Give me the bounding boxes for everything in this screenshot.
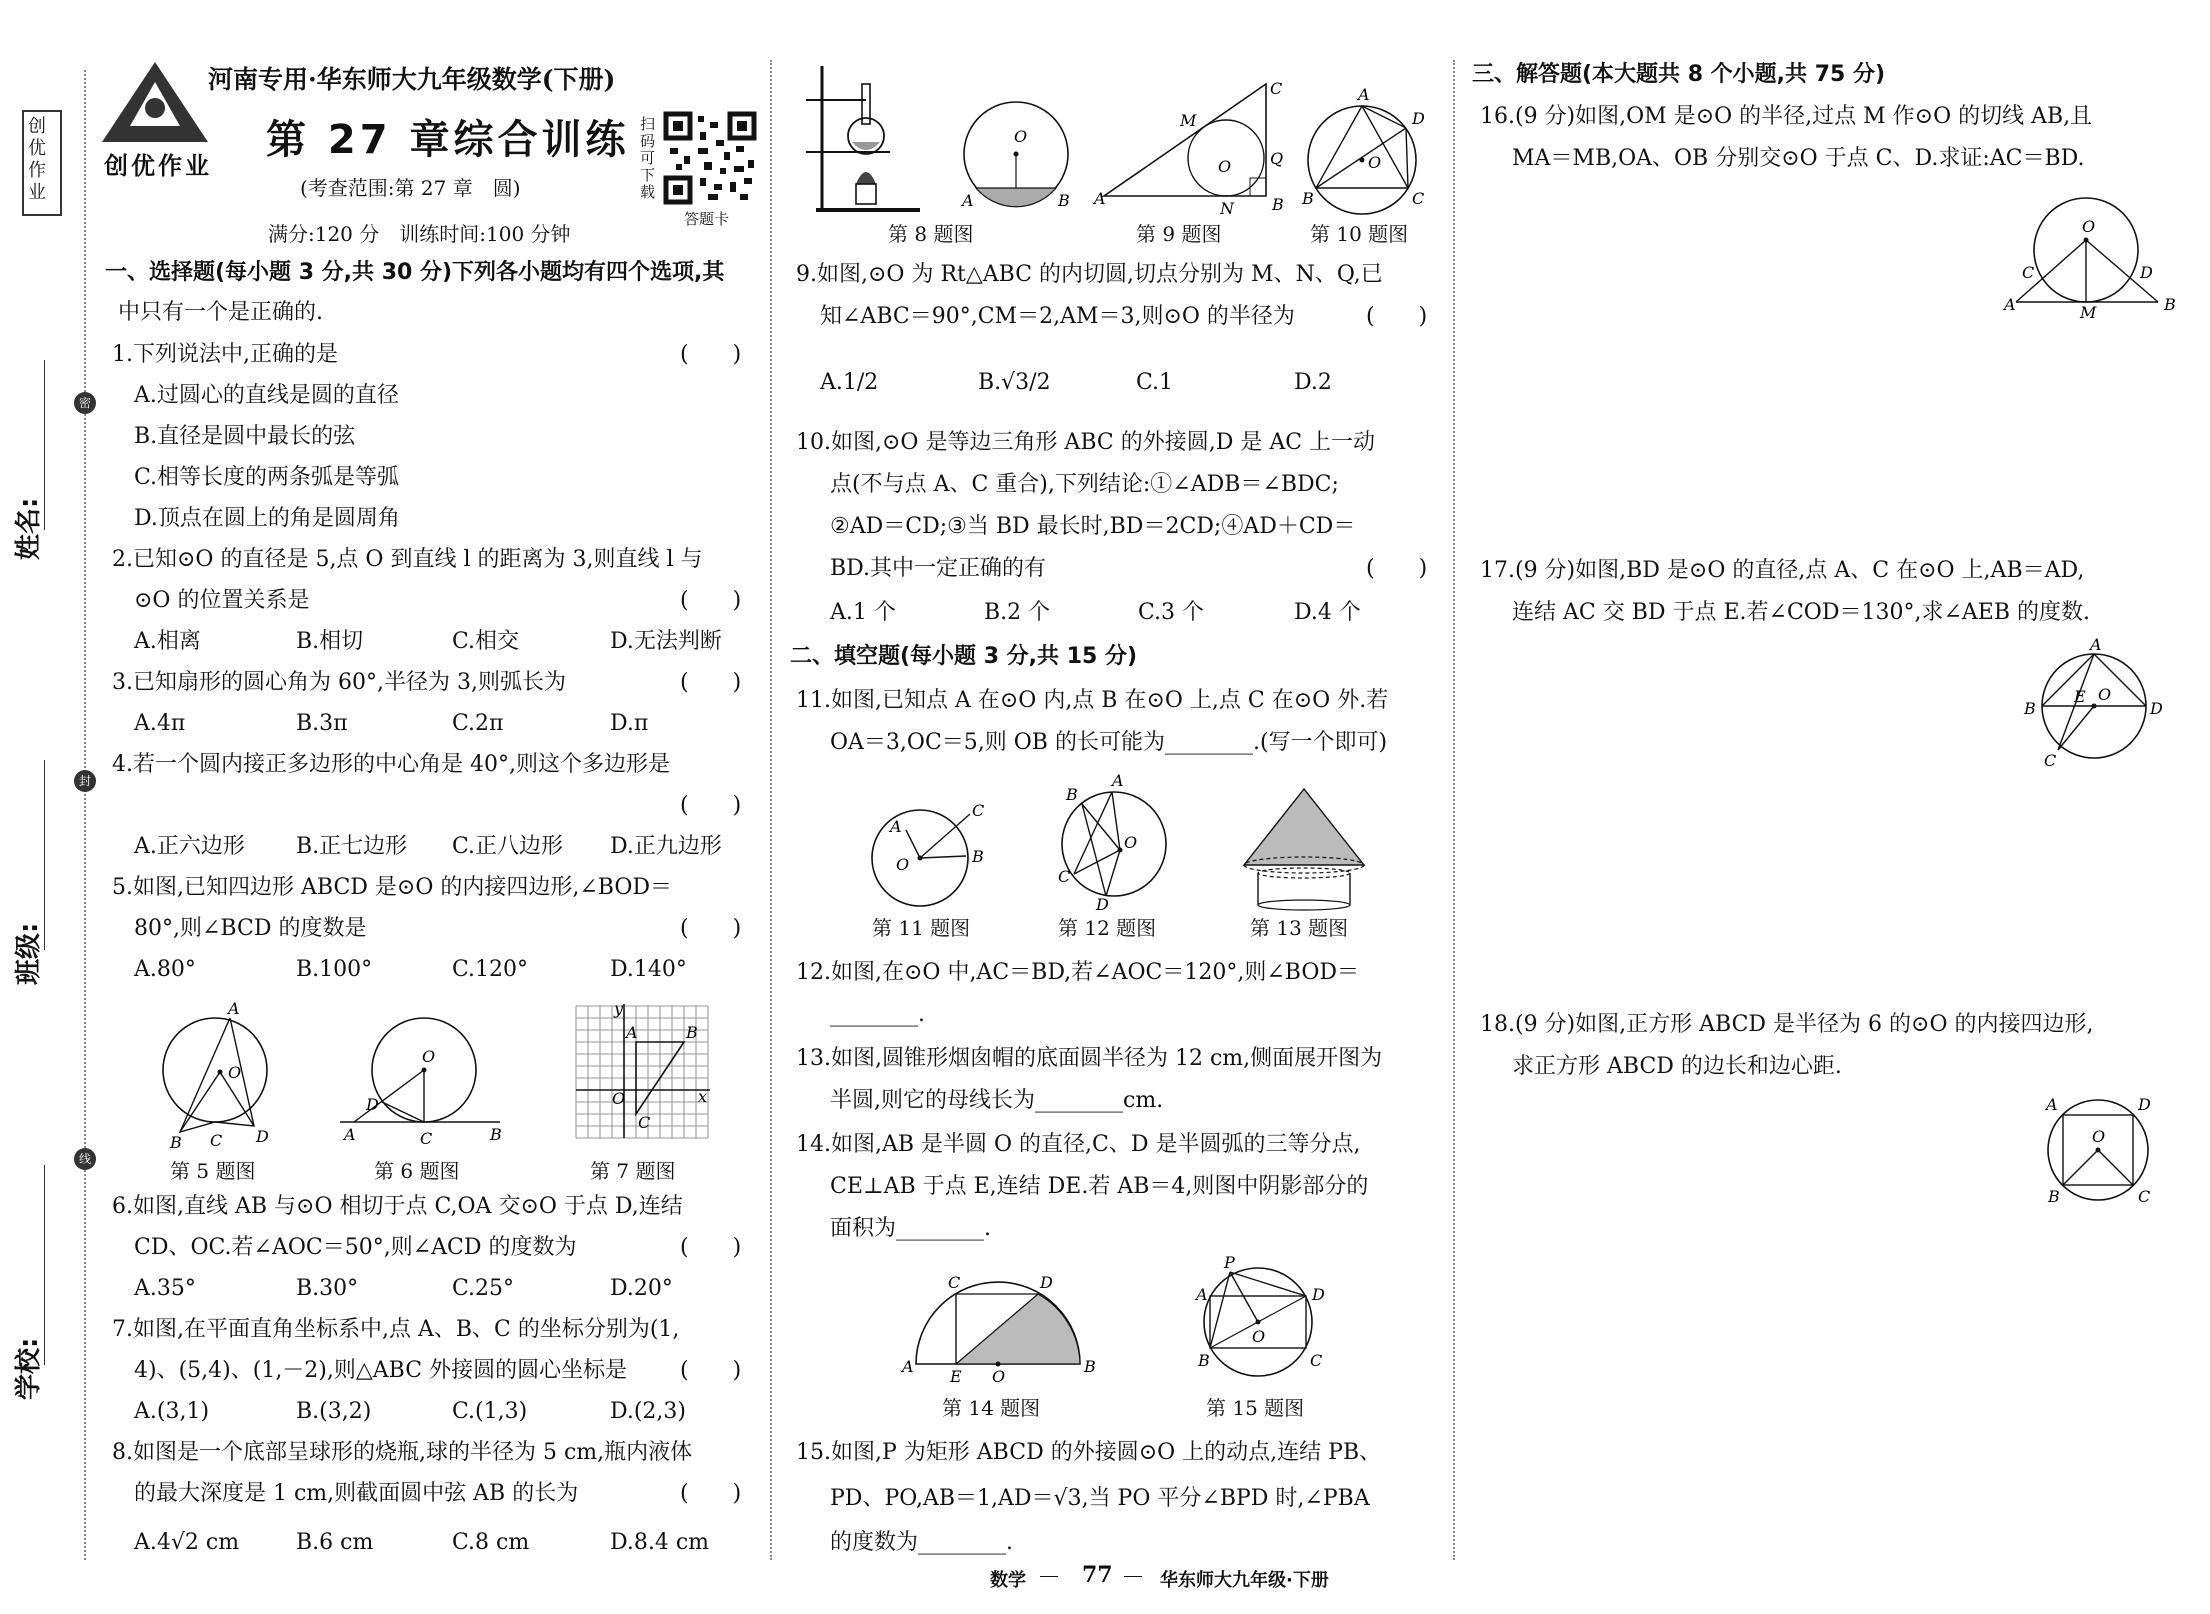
q6-option-b: B.30°: [296, 1276, 359, 1301]
svg-text:C: C: [972, 801, 985, 820]
q6-option-d: D.20°: [610, 1276, 673, 1301]
figure-5-caption: 第 5 题图: [170, 1159, 256, 1183]
svg-text:D: D: [256, 1127, 269, 1146]
svg-text:P: P: [1224, 1253, 1235, 1272]
svg-text:A: A: [2090, 635, 2102, 654]
svg-text:B: B: [972, 847, 984, 866]
svg-text:A: A: [2046, 1095, 2058, 1114]
svg-text:B: B: [1302, 189, 1314, 208]
svg-text:E: E: [2074, 687, 2086, 706]
q2-option-c: C.相交: [452, 629, 520, 654]
svg-text:A: A: [890, 817, 902, 836]
q5-stem: 5.如图,已知四边形 ABCD 是⊙O 的内接四边形,∠BOD＝: [112, 875, 673, 900]
svg-text:O: O: [228, 1063, 242, 1082]
series-title: 河南专用·华东师大九年级数学(下册): [208, 65, 616, 94]
q5-answer-paren[interactable]: ( ): [680, 916, 742, 941]
q7-option-b: B.(3,2): [296, 1399, 372, 1424]
q8-option-c: C.8 cm: [452, 1530, 530, 1555]
svg-text:B: B: [1058, 191, 1070, 210]
figure-5: [150, 1000, 280, 1150]
q18-stem-2: 求正方形 ABCD 的边长和边心距.: [1512, 1054, 1842, 1079]
svg-text:D: D: [1412, 109, 1425, 128]
q9-option-a: A.1/2: [820, 370, 879, 395]
q15-stem-3[interactable]: 的度数为________.: [830, 1530, 1013, 1555]
q3-option-c: C.2π: [452, 711, 504, 736]
figure-14: [900, 1273, 1100, 1386]
q10-stem-2: 点(不与点 A、C 重合),下列结论:①∠ADB＝∠BDC;: [830, 472, 1339, 497]
figure-12-caption: 第 12 题图: [1058, 916, 1157, 940]
q5-option-a: A.80°: [134, 957, 196, 982]
svg-text:O: O: [2082, 217, 2096, 236]
svg-text:A: A: [626, 1023, 638, 1042]
q1-option-b: B.直径是圆中最长的弦: [134, 424, 356, 449]
q3-option-d: D.π: [610, 711, 649, 736]
q4-option-c: C.正八边形: [452, 834, 564, 859]
figure-9-caption: 第 9 题图: [1136, 222, 1222, 246]
svg-text:O: O: [1252, 1327, 1266, 1346]
svg-text:C: C: [1310, 1351, 1323, 1370]
footer-subject: 数学: [990, 1570, 1026, 1591]
section-3-title: 三、解答题(本大题共 8 个小题,共 75 分): [1472, 62, 1886, 87]
svg-text:C: C: [210, 1131, 223, 1150]
q11-stem: 11.如图,已知点 A 在⊙O 内,点 B 在⊙O 上,点 C 在⊙O 外.若: [796, 688, 1389, 713]
q7-option-d: D.(2,3): [610, 1399, 687, 1424]
q9-answer-paren[interactable]: ( ): [1366, 304, 1428, 329]
q10-stem-4: BD.其中一定正确的有: [830, 556, 1047, 581]
q9-option-c: C.1: [1136, 370, 1174, 395]
svg-text:A: A: [1094, 189, 1106, 208]
svg-text:B: B: [1272, 195, 1284, 214]
q4-option-d: D.正九边形: [610, 834, 722, 859]
q6-option-a: A.35°: [134, 1276, 196, 1301]
figure-7-caption: 第 7 题图: [590, 1159, 676, 1183]
svg-text:A: A: [1112, 771, 1124, 790]
svg-text:A: A: [1196, 1285, 1208, 1304]
svg-text:y: y: [614, 999, 624, 1018]
q2-option-a: A.相离: [134, 629, 201, 654]
q5-stem-2: 80°,则∠BCD 的度数是: [134, 916, 367, 941]
svg-text:D: D: [1096, 895, 1109, 914]
svg-text:B: B: [2024, 699, 2036, 718]
q8-option-d: D.8.4 cm: [610, 1530, 710, 1555]
figure-14-caption: 第 14 题图: [942, 1396, 1041, 1420]
section-1-title-2: 中只有一个是正确的.: [118, 300, 323, 325]
q3-option-b: B.3π: [296, 711, 348, 736]
seal-mark: 线: [74, 1148, 96, 1170]
svg-text:B: B: [686, 1023, 698, 1042]
q12-stem: 12.如图,在⊙O 中,AC＝BD,若∠AOC＝120°,则∠BOD＝: [796, 960, 1360, 985]
svg-text:B: B: [170, 1133, 182, 1152]
q8-stem-2: 的最大深度是 1 cm,则截面圆中弦 AB 的长为: [134, 1481, 579, 1506]
svg-text:A: A: [2004, 295, 2016, 314]
q7-option-c: C.(1,3): [452, 1399, 528, 1424]
figure-8-flask: [800, 60, 930, 220]
q10-option-d: D.4 个: [1294, 600, 1361, 625]
figure-9: [1090, 74, 1290, 218]
svg-text:B: B: [490, 1125, 502, 1144]
binding-line: [84, 70, 86, 1560]
q15-stem: 15.如图,P 为矩形 ABCD 的外接圆⊙O 上的动点,连结 PB、: [796, 1440, 1382, 1465]
q8-stem: 8.如图是一个底部呈球形的烧瓶,球的半径为 5 cm,瓶内液体: [112, 1440, 693, 1465]
svg-text:B: B: [1084, 1357, 1096, 1376]
column-divider: [1453, 60, 1455, 1560]
svg-text:D: D: [2138, 1095, 2151, 1114]
q4-stem: 4.若一个圆内接正多边形的中心角是 40°,则这个多边形是: [112, 752, 670, 777]
svg-text:D: D: [1312, 1285, 1325, 1304]
seal-mark: 封: [74, 770, 96, 792]
q5-option-b: B.100°: [296, 957, 373, 982]
svg-text:C: C: [2138, 1187, 2151, 1206]
svg-text:Q: Q: [1270, 149, 1284, 168]
name-label: 姓名:: [14, 497, 44, 560]
svg-text:N: N: [1220, 199, 1234, 218]
svg-text:M: M: [2080, 303, 2097, 322]
figure-18: [2040, 1092, 2160, 1212]
figure-13: [1240, 785, 1370, 910]
figure-17: [2014, 635, 2174, 772]
svg-text:C: C: [420, 1129, 433, 1148]
figure-11: [860, 800, 990, 910]
svg-text:C: C: [1270, 79, 1283, 98]
figure-8-section: [958, 96, 1078, 216]
q10-option-c: C.3 个: [1138, 600, 1205, 625]
svg-text:B: B: [1066, 785, 1078, 804]
svg-text:D: D: [2140, 263, 2153, 282]
q7-option-a: A.(3,1): [134, 1399, 210, 1424]
svg-text:O: O: [1014, 127, 1028, 146]
q4-option-a: A.正六边形: [134, 834, 245, 859]
figure-15: [1186, 1253, 1336, 1386]
svg-text:D: D: [1040, 1273, 1053, 1292]
qr-code[interactable]: [664, 112, 756, 204]
exam-scope: (考查范围:第 27 章 圆): [300, 176, 521, 200]
figure-11-caption: 第 11 题图: [872, 916, 971, 940]
q10-option-a: A.1 个: [830, 600, 896, 625]
footer-dash: [1040, 1576, 1058, 1577]
page-number: 77: [1082, 1562, 1113, 1588]
q9-stem: 9.如图,⊙O 为 Rt△ABC 的内切圆,切点分别为 M、N、Q,已: [796, 262, 1383, 287]
q7-stem: 7.如图,在平面直角坐标系中,点 A、B、C 的坐标分别为(1,: [112, 1317, 680, 1342]
figure-13-caption: 第 13 题图: [1250, 916, 1349, 940]
svg-text:E: E: [950, 1367, 962, 1386]
q3-option-a: A.4π: [134, 711, 186, 736]
figure-10: [1298, 84, 1428, 208]
svg-text:O: O: [2098, 685, 2112, 704]
svg-text:A: A: [962, 191, 974, 210]
q9-option-d: D.2: [1294, 370, 1332, 395]
column-divider: [770, 60, 772, 1560]
q6-option-c: C.25°: [452, 1276, 515, 1301]
figure-6-caption: 第 6 题图: [374, 1159, 460, 1183]
q7-stem-2: 4)、(5,4)、(1,－2),则△ABC 外接圆的圆心坐标是: [134, 1358, 628, 1383]
q3-answer-paren[interactable]: ( ): [680, 670, 742, 695]
q9-stem-2: 知∠ABC＝90°,CM＝2,AM＝3,则⊙O 的半径为: [820, 304, 1295, 329]
q14-stem: 14.如图,AB 是半圆 O 的直径,C、D 是半圆弧的三等分点,: [796, 1132, 1361, 1157]
svg-text:C: C: [1058, 867, 1071, 886]
q6-answer-paren[interactable]: ( ): [680, 1235, 742, 1260]
figure-16: [2004, 214, 2176, 322]
footer-dash: [1124, 1576, 1142, 1577]
svg-text:D: D: [366, 1095, 379, 1114]
exam-meta: 满分:120 分 训练时间:100 分钟: [268, 222, 571, 246]
footer-book: 华东师大九年级·下册: [1160, 1570, 1329, 1591]
q17-stem: 17.(9 分)如图,BD 是⊙O 的直径,点 A、C 在⊙O 上,AB＝AD,: [1480, 558, 2085, 583]
section-1-title: 一、选择题(每小题 3 分,共 30 分)下列各小题均有四个选项,其: [105, 260, 725, 285]
svg-text:O: O: [896, 855, 910, 874]
q12-answer-blank[interactable]: ________.: [830, 1002, 925, 1027]
q2-option-d: D.无法判断: [610, 629, 722, 654]
q4-option-b: B.正七边形: [296, 834, 408, 859]
q1-answer-paren[interactable]: ( ): [680, 342, 742, 367]
q2-option-b: B.相切: [296, 629, 364, 654]
svg-text:C: C: [948, 1273, 961, 1292]
q10-option-b: B.2 个: [984, 600, 1051, 625]
q8-option-a: A.4√2 cm: [134, 1530, 240, 1555]
svg-text:O: O: [2092, 1127, 2106, 1146]
q3-stem: 3.已知扇形的圆心角为 60°,半径为 3,则弧长为: [112, 670, 566, 695]
q10-answer-paren[interactable]: ( ): [1366, 556, 1428, 581]
svg-text:O: O: [422, 1047, 436, 1066]
page-title: 第 27 章综合训练: [266, 117, 630, 163]
q13-stem-2[interactable]: 半圆,则它的母线长为________cm.: [830, 1088, 1164, 1113]
q18-stem: 18.(9 分)如图,正方形 ABCD 是半径为 6 的⊙O 的内接四边形,: [1480, 1012, 2094, 1037]
seal-mark: 密: [74, 392, 96, 414]
q13-stem: 13.如图,圆锥形烟囱帽的底面圆半径为 12 cm,侧面展开图为: [796, 1046, 1383, 1071]
q14-stem-3[interactable]: 面积为________.: [830, 1216, 991, 1241]
q1-option-a: A.过圆心的直线是圆的直径: [134, 383, 399, 408]
q6-stem-2: CD、OC.若∠AOC＝50°,则∠ACD 的度数为: [134, 1235, 577, 1260]
q6-stem: 6.如图,直线 AB 与⊙O 相切于点 C,OA 交⊙O 于点 D,连结: [112, 1194, 683, 1219]
q10-stem-3: ②AD＝CD;③当 BD 最长时,BD＝2CD;④AD＋CD＝: [830, 514, 1356, 539]
qr-note: 扫码可下载: [640, 115, 656, 201]
svg-text:C: C: [1412, 189, 1425, 208]
name-underline: [44, 360, 45, 530]
figure-8-caption: 第 8 题图: [888, 222, 974, 246]
q2-stem-2: ⊙O 的位置关系是: [134, 588, 310, 613]
q1-option-c: C.相等长度的两条弧是等弧: [134, 465, 400, 490]
q17-stem-2: 连结 AC 交 BD 于点 E.若∠COD＝130°,求∠AEB 的度数.: [1512, 600, 2091, 625]
q4-answer-paren[interactable]: ( ): [680, 793, 742, 818]
q10-stem: 10.如图,⊙O 是等边三角形 ABC 的外接圆,D 是 AC 上一动: [796, 430, 1376, 455]
q2-stem: 2.已知⊙O 的直径是 5,点 O 到直线 l 的距离为 3,则直线 l 与: [112, 547, 703, 572]
q16-stem: 16.(9 分)如图,OM 是⊙O 的半径,过点 M 作⊙O 的切线 AB,且: [1480, 104, 2093, 129]
svg-text:A: A: [344, 1125, 356, 1144]
q2-answer-paren[interactable]: ( ): [680, 588, 742, 613]
q5-option-c: C.120°: [452, 957, 529, 982]
qr-caption: 答题卡: [684, 210, 730, 228]
q1-option-d: D.顶点在圆上的角是圆周角: [134, 506, 400, 531]
brand-logo: [100, 60, 210, 150]
figure-12: [1050, 770, 1180, 914]
svg-text:O: O: [612, 1089, 626, 1108]
svg-text:D: D: [2150, 699, 2163, 718]
svg-text:C: C: [2044, 751, 2057, 770]
side-tab-text: 创优作业: [28, 116, 46, 203]
q8-option-b: B.6 cm: [296, 1530, 374, 1555]
svg-text:C: C: [638, 1113, 651, 1132]
q15-stem-2: PD、PO,AB＝1,AD＝√3,当 PO 平分∠BPD 时,∠PBA: [830, 1486, 1370, 1511]
class-label: 班级:: [14, 922, 44, 985]
svg-text:B: B: [2048, 1187, 2060, 1206]
svg-text:O: O: [992, 1367, 1006, 1386]
svg-text:B: B: [2164, 295, 2176, 314]
svg-text:A: A: [228, 999, 240, 1018]
q11-stem-2[interactable]: OA＝3,OC＝5,则 OB 的长可能为________.(写一个即可): [830, 730, 1388, 755]
figure-10-caption: 第 10 题图: [1310, 222, 1409, 246]
svg-text:O: O: [1124, 833, 1138, 852]
q8-answer-paren[interactable]: ( ): [680, 1481, 742, 1506]
svg-text:M: M: [1180, 111, 1197, 130]
q14-stem-2: CE⊥AB 于点 E,连结 DE.若 AB＝4,则图中阴影部分的: [830, 1174, 1369, 1199]
svg-text:B: B: [1198, 1351, 1210, 1370]
figure-6: [340, 1010, 510, 1150]
school-label: 学校:: [14, 1337, 44, 1400]
svg-text:O: O: [1368, 153, 1382, 172]
q7-answer-paren[interactable]: ( ): [680, 1358, 742, 1383]
q9-option-b: B.√3/2: [978, 370, 1051, 395]
class-underline: [44, 760, 45, 950]
q5-option-d: D.140°: [610, 957, 687, 982]
figure-7: [570, 1000, 710, 1140]
svg-text:A: A: [902, 1357, 914, 1376]
q1-stem: 1.下列说法中,正确的是: [112, 342, 338, 367]
brand-name: 创优作业: [104, 152, 212, 180]
svg-text:C: C: [2022, 263, 2035, 282]
section-2-title: 二、填空题(每小题 3 分,共 15 分): [790, 644, 1138, 669]
svg-text:A: A: [1358, 85, 1370, 104]
figure-15-caption: 第 15 题图: [1206, 1396, 1305, 1420]
school-underline: [44, 1165, 45, 1365]
svg-text:O: O: [1218, 157, 1232, 176]
svg-text:x: x: [698, 1087, 708, 1106]
q16-stem-2: MA＝MB,OA、OB 分别交⊙O 于点 C、D.求证:AC＝BD.: [1512, 146, 2085, 171]
